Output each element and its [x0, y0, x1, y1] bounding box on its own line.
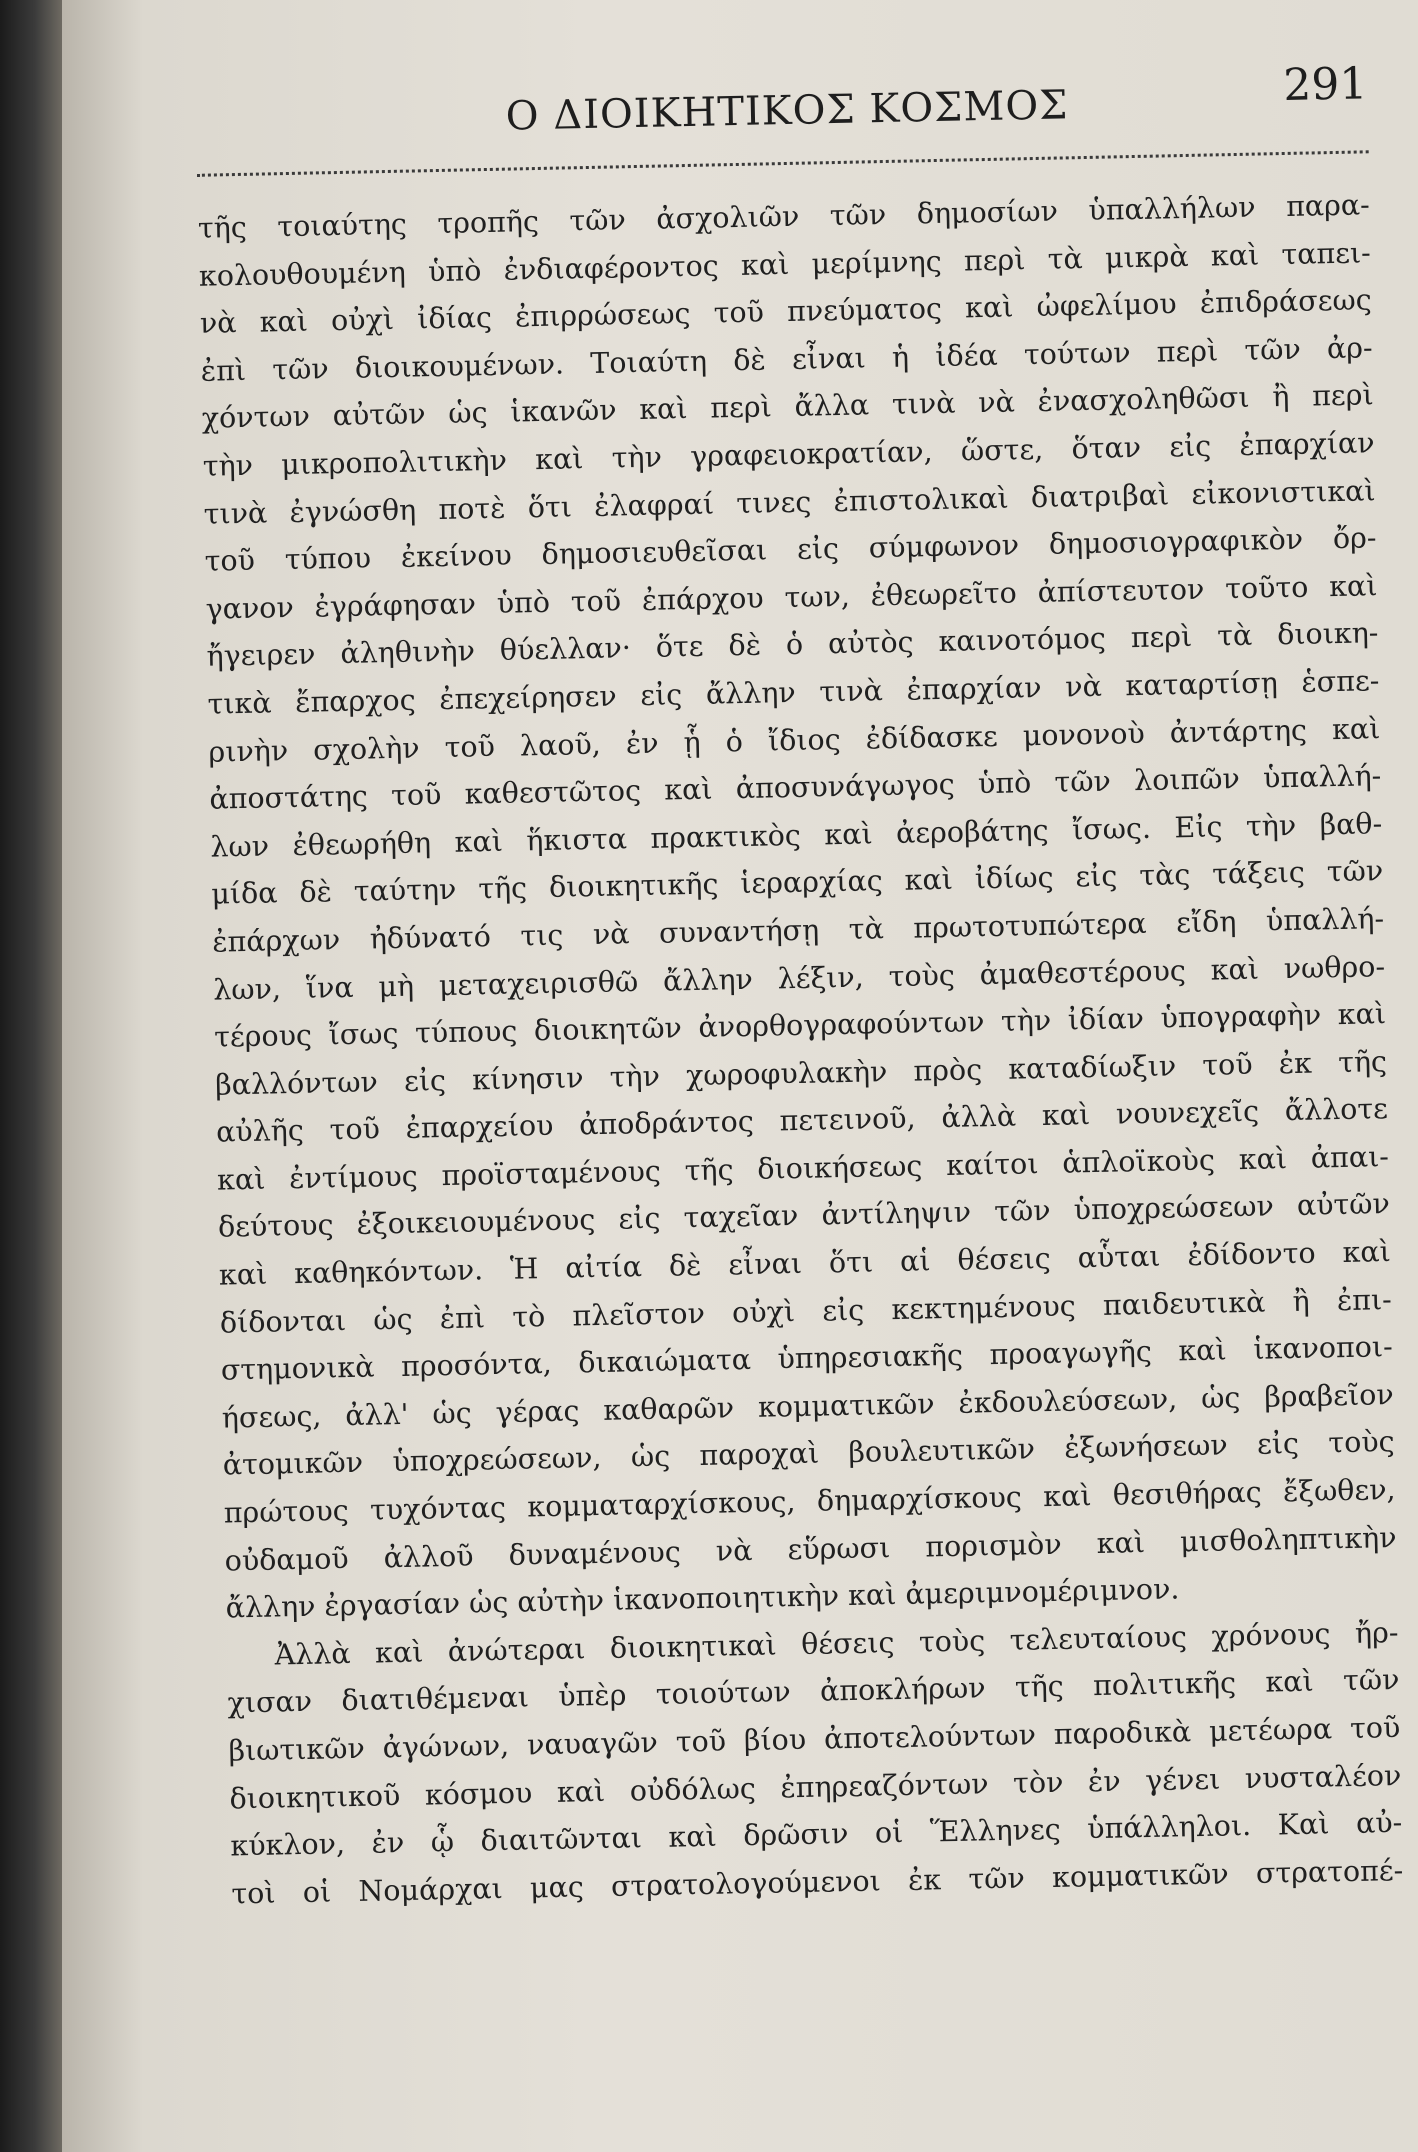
text-line: κολουθουμένη ὑπὸ ἐνδιαφέροντος καὶ μερίμνης περὶ τὰ μικρὰ καὶ ταπει- [198, 235, 1372, 293]
text-line: κύκλον, ἐν ᾧ διαιτῶνται καὶ δρῶσιν οἱ Ἕλληνες ὑπάλληλοι. Καὶ αὐ- [230, 1806, 1403, 1863]
page-number: 291 [1282, 58, 1368, 111]
text-line: δεύτους ἐξοικειουμένους εἰς ταχεῖαν ἀντίληψιν τῶν ὑποχρεώσεων αὐτῶν [217, 1187, 1391, 1245]
text-line: μίδα δὲ ταύτην τῆς διοικητικῆς ἱεραρχίας καὶ ἰδίως εἰς τὰς τάξεις τῶν [211, 854, 1384, 911]
text-line: ήσεως, ἀλλ' ὡς γέρας καθαρῶν κομματικῶν ἐκδουλεύσεων, ὡς βραβεῖον [221, 1377, 1394, 1435]
text-line: ρινὴν σχολὴν τοῦ λαοῦ, ἐν ᾗ ὁ ἴδιος ἐδίδασκε μονονοὺ ἀντάρτης καὶ [208, 711, 1381, 769]
text-line: τικὰ ἔπαρχος ἐπεχείρησεν εἰς ἄλλην τινὰ ἐπαρχίαν νὰ καταρτίσῃ ἑσπε- [207, 664, 1380, 721]
text-line: οὐδαμοῦ ἀλλοῦ δυναμένους νὰ εὕρωσι πορισμὸν καὶ μισθοληπτικὴν [224, 1520, 1397, 1578]
text-line: διοικητικοῦ κόσμου καὶ οὐδόλως ἐπηρεαζόντων τὸν ἐν γένει νυσταλέον [229, 1758, 1402, 1816]
text-line: ἀτομικῶν ὑποχρεώσεων, ὡς παροχαὶ βουλευτικῶν ἐξωνήσεων εἰς τοὺς [222, 1425, 1395, 1482]
text-line: τῆς τοιαύτης τροπῆς τῶν ἀσχολιῶν τῶν δημοσίων ὑπαλλήλων παρα- [197, 188, 1371, 245]
text-line: ἄλλην ἐργασίαν ὡς αὐτὴν ἱκανοποιητικὴν καὶ ἀμεριμνομέριμνον. [225, 1572, 1180, 1625]
text-line: Ἀλλὰ καὶ ἀνώτεραι διοικητικαὶ θέσεις τοὺς τελευταίους χρόνους ἤρ- [274, 1615, 1399, 1672]
text-line: στημονικὰ προσόντα, δικαιώματα ὑπηρεσιακῆς προαγωγῆς καὶ ἱκανοποι- [220, 1330, 1393, 1387]
text-line: πρώτους τυχόντας κομματαρχίσκους, δημαρχίσκους καὶ θεσιθήρας ἔξωθεν, [223, 1473, 1396, 1530]
text-line: χισαν διατιθέμεναι ὑπὲρ τοιούτων ἀποκλήρων τῆς πολιτικῆς καὶ τῶν [227, 1663, 1400, 1720]
text-line: τοῦ τύπου ἐκείνου δημοσιευθεῖσαι εἰς σύμφωνον δημοσιογραφικὸν ὄρ- [204, 521, 1377, 578]
running-head: Ο ΔΙΟΙΚΗΤΙΚΟΣ ΚΟΣΜΟΣ [505, 82, 1069, 140]
page-content [187, 56, 1408, 2119]
text-line: καὶ καθηκόντων. Ἡ αἰτία δὲ εἶναι ὅτι αἱ θέσεις αὗται ἐδίδοντο καὶ [218, 1235, 1392, 1292]
text-line: λων ἐθεωρήθη καὶ ἥκιστα πρακτικὸς καὶ ἀεροβάτης ἴσως. Εἰς τὴν βαθ- [210, 806, 1383, 864]
text-line: γανον ἐγράφησαν ὑπὸ τοῦ ἐπάρχου των, ἐθεωρεῖτο ἀπίστευτον τοῦτο καὶ [205, 568, 1378, 626]
page-header [187, 56, 1368, 158]
text-line: νὰ καὶ οὐχὶ ἰδίας ἐπιρρώσεως τοῦ πνεύματος καὶ ὠφελίμου ἐπιδράσεως [199, 283, 1372, 340]
text-line: ἐπὶ τῶν διοικουμένων. Τοιαύτη δὲ εἶναι ἡ ἰδέα τούτων περὶ τῶν ἀρ- [200, 331, 1373, 388]
text-line: δίδονται ὡς ἐπὶ τὸ πλεῖστον οὐχὶ εἰς κεκτημένους παιδευτικὰ ἢ ἐπι- [219, 1282, 1393, 1340]
text-line: λων, ἵνα μὴ μεταχειρισθῶ ἄλλην λέξιν, τοὺς ἀμαθεστέρους καὶ νωθρο- [212, 949, 1386, 1007]
text-line: ἐπάρχων ἠδύνατό τις νὰ συναντήσῃ τὰ πρωτοτυπώτερα εἴδη ὑπαλλή- [211, 902, 1385, 959]
text-line: καὶ ἐντίμους προϊσταμένους τῆς διοικήσεως καίτοι ἁπλοϊκοὺς καὶ ἀπαι- [216, 1139, 1390, 1197]
text-line: τέρους ἴσως τύπους διοικητῶν ἀνορθογραφούντων τὴν ἰδίαν ὑπογραφὴν καὶ [213, 997, 1387, 1054]
text-line: αὐλῆς τοῦ ἐπαρχείου ἀποδράντος πετεινοῦ, ἀλλὰ καὶ νουνεχεῖς ἄλλοτε [215, 1092, 1389, 1149]
body-text [198, 181, 1404, 1918]
text-line: τοὶ οἱ Νομάρχαι μας στρατολογούμενοι ἐκ τῶν κομματικῶν στρατοπέ- [231, 1853, 1404, 1911]
text-line: ἀποστάτης τοῦ καθεστῶτος καὶ ἀποσυνάγωγος ὑπὸ τῶν λοιπῶν ὑπαλλή- [209, 759, 1382, 816]
text-line: βιωτικῶν ἀγώνων, ναυαγῶν τοῦ βίου ἀποτελούντων παροδικὰ μετέωρα τοῦ [228, 1710, 1401, 1768]
book-page [62, 0, 1418, 2152]
text-line: τὴν μικροπολιτικὴν καὶ τὴν γραφειοκρατίαν, ὥστε, ὅταν εἰς ἐπαρχίαν [202, 426, 1375, 483]
book-gutter [0, 0, 62, 2152]
text-line: τινὰ ἐγνώσθη ποτὲ ὅτι ἐλαφραί τινες ἐπιστολικαὶ διατριβαὶ εἰκονιστικαὶ [203, 473, 1376, 531]
text-line: χόντων αὐτῶν ὡς ἱκανῶν καὶ περὶ ἄλλα τινὰ νὰ ἐνασχοληθῶσι ἢ περὶ [201, 378, 1374, 436]
text-line: ἤγειρεν ἀληθινὴν θύελλαν· ὅτε δὲ ὁ αὐτὸς καινοτόμος περὶ τὰ διοικη- [206, 616, 1379, 674]
text-line: βαλλόντων εἰς κίνησιν τὴν χωροφυλακὴν πρὸς καταδίωξιν τοῦ ἐκ τῆς [214, 1044, 1388, 1102]
